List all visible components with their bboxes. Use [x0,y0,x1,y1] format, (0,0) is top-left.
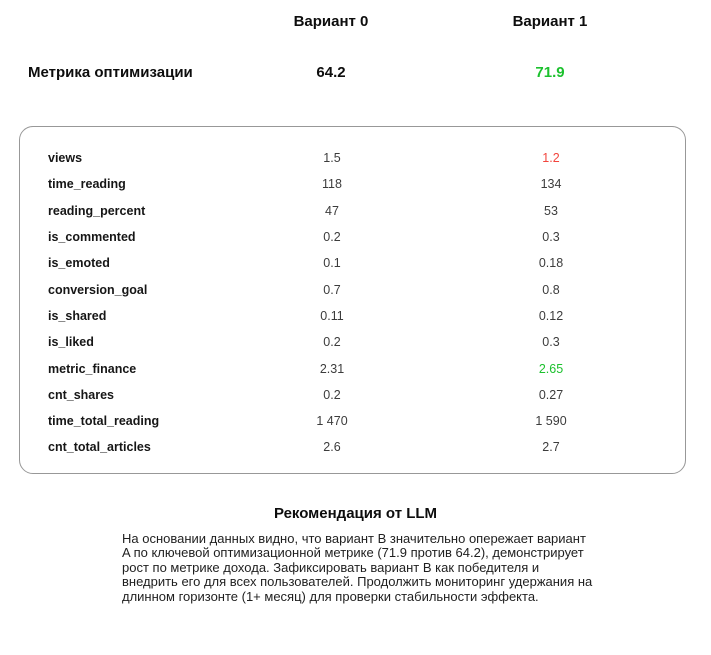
variant1-value: 2.7 [542,440,560,455]
metrics-table-card [19,126,686,474]
optimization-metric-label: Метрика оптимизации [28,64,193,81]
recommendation-text: На основании данных видно, что вариант B значительно опережает вариант A по ключевой оптимизационной метрике (71.9 против 64.2), демонстрирует рост по метрике дохода. Зафиксировать вариант B как победителя и внедрить его для всех пользователей. Продолжить мониторинг удержания на длинном горизонте (1+ месяц) для проверки стабильности эффекта. [122,530,593,604]
variant0-value: 0.2 [323,387,341,402]
table-row [20,382,685,408]
variant1-value: 134 [540,177,562,192]
variant0-value: 0.7 [323,282,341,297]
metric-name: cnt_total_articles [48,440,151,455]
metric-name: cnt_shares [48,387,115,402]
variant1-value: 0.27 [538,387,564,402]
table-row [20,276,685,302]
metric-name: is_commented [48,230,136,245]
metrics-table [20,145,685,461]
variant0-value: 1 470 [316,414,348,429]
variant1-column-header: Вариант 1 [512,13,588,30]
table-row [20,145,685,171]
metric-name: metric_finance [48,361,137,376]
metric-name: views [48,151,83,166]
table-row [20,171,685,197]
variant1-value: 0.12 [538,308,564,323]
variant0-value: 0.2 [323,230,341,245]
metric-name: reading_percent [48,203,146,218]
table-row [20,355,685,381]
variant1-value: 2.65 [538,361,564,376]
table-row [20,303,685,329]
variant1-value: 0.18 [538,256,564,271]
metric-name: conversion_goal [48,282,148,297]
variant-header-row [0,13,711,31]
recommendation-title: Рекомендация от LLM [273,504,438,522]
variant0-column-header: Вариант 0 [293,13,369,30]
variant0-value: 0.11 [320,308,344,323]
variant0-value: 0.1 [323,256,341,271]
table-row [20,198,685,224]
variant1-value: 0.3 [542,230,560,245]
variant1-value: 0.8 [542,282,560,297]
variant0-value: 118 [322,177,342,192]
variant0-value: 1.5 [323,151,341,166]
variant1-value: 1 590 [535,414,567,429]
table-row [20,329,685,355]
metric-name: is_shared [48,308,107,323]
optimization-metric-variant1-value: 71.9 [535,64,565,81]
variant1-value: 0.3 [542,335,560,350]
optimization-metric-variant0-value: 64.2 [316,64,346,81]
variant1-value: 1.2 [542,151,560,166]
metric-name: is_emoted [48,256,110,271]
table-row [20,224,685,250]
variant0-value: 2.31 [319,361,345,376]
variant0-value: 47 [325,203,339,218]
metric-name: time_reading [48,177,126,192]
recommendation-section [0,505,711,605]
table-row [20,434,685,460]
metric-name: is_liked [48,335,94,350]
comparison-header-section [0,0,711,82]
variant0-value: 0.2 [323,335,341,350]
metric-name: time_total_reading [48,414,160,429]
variant1-value: 53 [544,203,558,218]
variant0-value: 2.6 [323,440,341,455]
table-row [20,250,685,276]
optimization-metric-row [0,64,711,82]
table-row [20,408,685,434]
